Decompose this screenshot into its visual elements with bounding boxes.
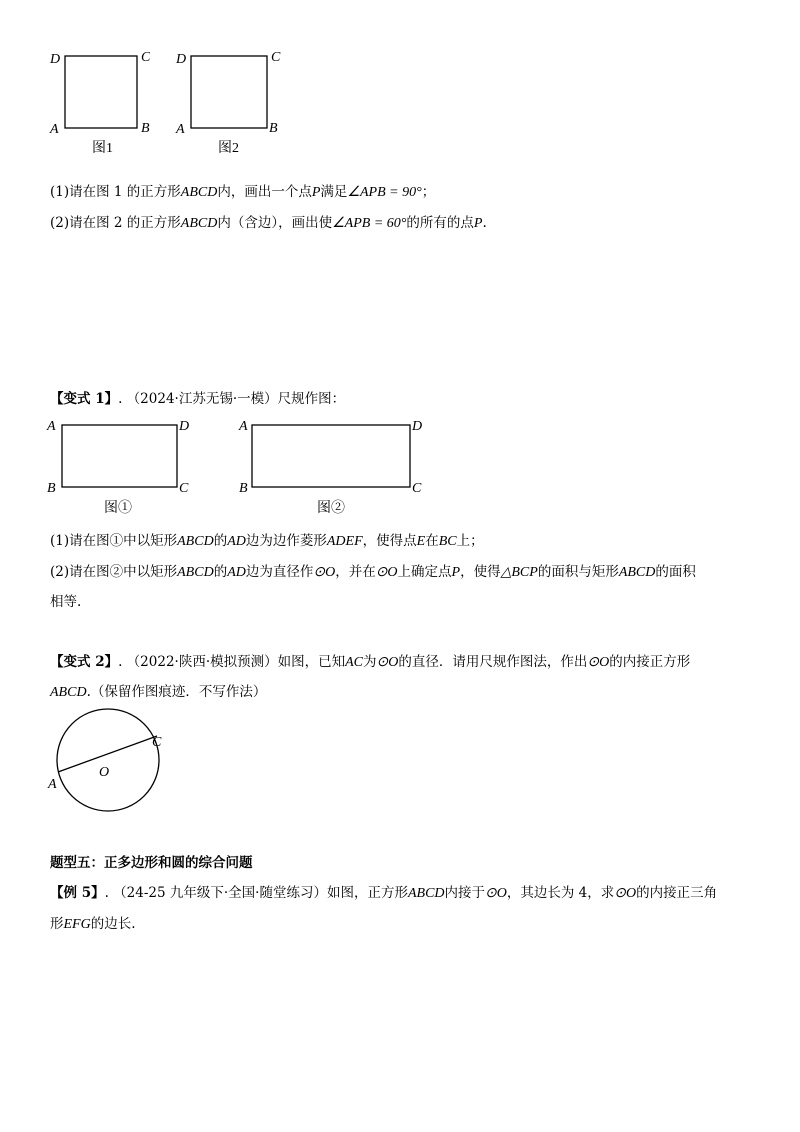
- label-c: C: [179, 481, 189, 496]
- variant2-line2: ABCD.（保留作图痕迹．不写作法）: [50, 684, 267, 700]
- variant2-tag: 【变式 2】: [50, 654, 119, 670]
- section5-title: 题型五：正多边形和圆的综合问题: [50, 855, 253, 871]
- label-a: A: [48, 777, 57, 792]
- label-d: D: [176, 52, 187, 67]
- variant1-q1: (1)请在图①中以矩形ABCD的AD边为边作菱形ADEF，使得点E在BC上；: [50, 533, 484, 549]
- label-c: C: [412, 481, 422, 496]
- variant2-line1: 【变式 2】. （2022·陕西·模拟预测）如图，已知AC为⊙O的直径．请用尺规作图法，作出⊙O的内接正方形: [50, 654, 691, 670]
- figure-rect-2: [230, 410, 440, 524]
- label-c: C: [141, 50, 150, 65]
- variant1-tag: 【变式 1】: [50, 391, 119, 407]
- rectangle-abcd-2: [252, 425, 410, 487]
- example5-line2: 形EFG的边长.: [50, 916, 136, 932]
- label-d: D: [50, 52, 61, 67]
- variant1-q2: (2)请在图②中以矩形ABCD的AD边为直径作⊙O，并在⊙O上确定点P，使得△BCP的面积与矩形ABCD的面积: [50, 564, 696, 580]
- figure-2: [166, 40, 286, 164]
- problem4-q2: (2)请在图 2 的正方形ABCD内（含边），画出使∠APB = 60°的所有的点P.: [50, 215, 487, 231]
- variant1-header: 【变式 1】. （2024·江苏无锡·一模）尺规作图：: [50, 391, 346, 407]
- label-d: D: [412, 419, 423, 434]
- example5-tag: 【例 5】: [50, 885, 105, 901]
- example5-line1: 【例 5】. （24-25 九年级下·全国·随堂练习）如图，正方形ABCD内接于⊙O，其边长为 4，求⊙O的内接正三角: [50, 885, 718, 901]
- caption-fig1: 图1: [92, 141, 113, 156]
- label-a: A: [239, 419, 248, 434]
- label-b: B: [239, 481, 248, 496]
- circle-o: [57, 709, 159, 811]
- square-abcd-1: [65, 56, 137, 128]
- label-d: D: [179, 419, 190, 434]
- rectangle-abcd-1: [62, 425, 177, 487]
- label-o: O: [99, 765, 110, 780]
- label-c: C: [271, 50, 281, 65]
- label-a: A: [176, 122, 185, 137]
- caption-rect2: 图②: [317, 501, 345, 516]
- label-b: B: [269, 121, 278, 136]
- caption-rect1: 图①: [104, 501, 132, 516]
- caption-fig2: 图2: [218, 141, 239, 156]
- label-a: A: [47, 419, 56, 434]
- label-a: A: [50, 122, 59, 137]
- label-b: B: [47, 481, 56, 496]
- label-b: B: [141, 121, 150, 136]
- square-abcd-2: [191, 56, 267, 128]
- variant1-q2-cont: 相等.: [50, 594, 82, 610]
- problem4-q1: (1)请在图 1 的正方形ABCD内，画出一个点P满足∠APB = 90°；: [50, 184, 436, 200]
- label-c: C: [152, 735, 162, 750]
- figure-circle: [40, 708, 180, 822]
- figure-rect-1: [40, 410, 200, 524]
- figure-1: [40, 40, 150, 164]
